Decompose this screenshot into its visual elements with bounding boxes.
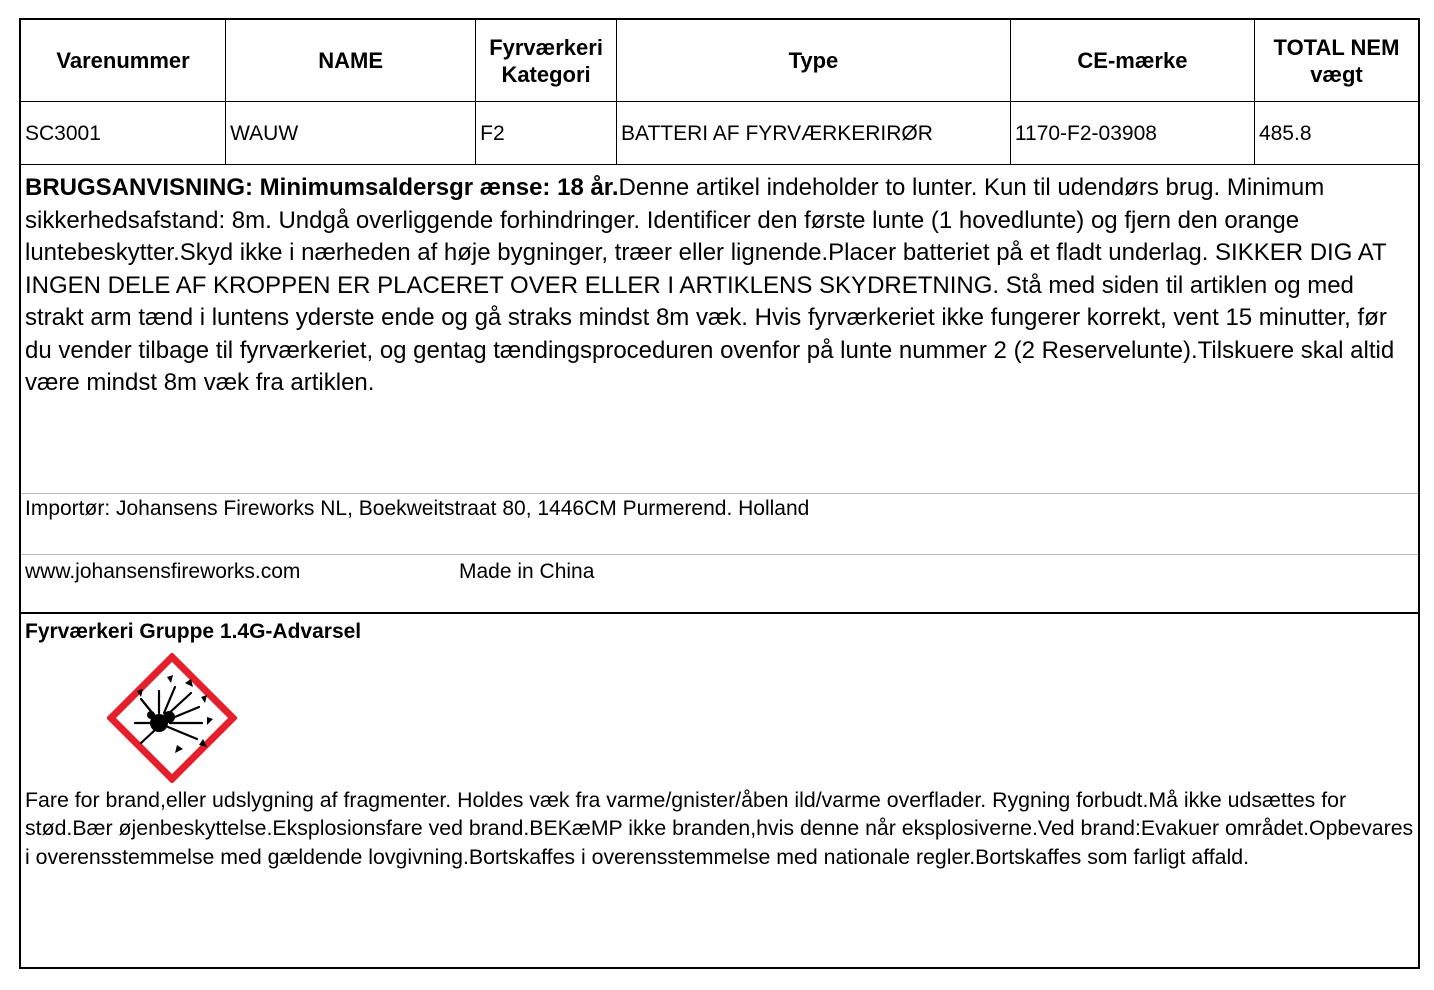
product-info-table <box>21 20 1418 165</box>
website-text: www.johansensfireworks.com <box>25 560 301 583</box>
header-name: NAME <box>226 20 476 102</box>
header-nem-vaegt: TOTAL NEM vægt <box>1254 20 1418 102</box>
hazard-statements: Fare for brand,eller udslygning af fragmenter. Holdes væk fra varme/gnister/åben ild/varme overflader. Rygning forbudt.Må ikke udsættes for stød.Bær øjenbeskyttelse.Eksplosionsfare ved brand.BEKæMP ikke branden,hvis denne når eksplosiverne.Ved brand:Evakuer området.Opbevares i overensstemmelse med gældende lovgivning.Bortskaffes i overensstemmelse med nationale regler.Bortskaffes som farligt affald. <box>25 788 1414 869</box>
product-label <box>19 18 1420 969</box>
header-type: Type <box>616 20 1010 102</box>
cell-varenummer: SC3001 <box>21 102 226 165</box>
header-varenummer: Varenummer <box>21 20 226 102</box>
table-row <box>21 102 1418 165</box>
usage-instructions <box>21 166 1418 494</box>
ghs-exploding-bomb-icon <box>107 653 237 783</box>
origin-text: Made in China <box>459 560 595 583</box>
cell-nem-vaegt: 485.8 <box>1254 102 1418 165</box>
cell-name: WAUW <box>226 102 476 165</box>
header-ce-maerke: CE-mærke <box>1010 20 1254 102</box>
table-header-row <box>21 20 1418 102</box>
importer-info: Importør: Johansens Fireworks NL, Boekweitstraat 80, 1446CM Purmerend. Holland <box>25 497 810 520</box>
website-origin-row <box>21 554 1418 614</box>
warning-title: Fyrværkeri Gruppe 1.4G-Advarsel <box>25 620 362 643</box>
cell-type: BATTERI AF FYRVÆRKERIRØR <box>616 102 1010 165</box>
instructions-heading: BRUGSANVISNING: Minimumsaldersgr ænse: 18 år. <box>25 174 619 201</box>
cell-ce-maerke: 1170-F2-03908 <box>1010 102 1254 165</box>
header-kategori: Fyrværkeri Kategori <box>476 20 617 102</box>
cell-kategori: F2 <box>476 102 617 165</box>
instructions-text: Denne artikel indeholder to lunter. Kun til udendørs brug. Minimum sikkerhedsafstand: 8m. Undgå overliggende forhindringer. Identificer den første lunte (1 hovedlunte) og fjern den orange luntebeskytter.Skyd ikke i nærheden af høje bygninger, træer eller lignende.Placer batteriet på et fladt underlag. SIKKER DIG AT INGEN DELE AF KROPPEN ER PLACERET OVER ELLER I ARTIKLENS SKYDRETNING. Stå med siden til artiklen og med strakt arm tænd i luntens yderste ende og gå straks mindst 8m væk. Hvis fyrværkeriet ikke fungerer korrekt, vent 15 minutter, før du vender tilbage til fyrværkeriet, og gentag tændingsproceduren ovenfor på lunte nummer 2 (2 Reservelunte).Tilskuere skal altid være mindst 8m væk fra artiklen. <box>25 174 1395 396</box>
